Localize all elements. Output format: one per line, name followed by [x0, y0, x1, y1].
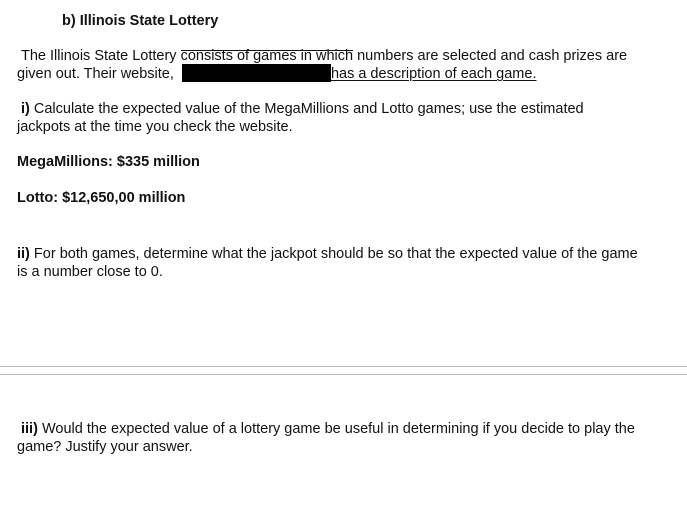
part-i-label: i)	[21, 101, 30, 117]
page-divider-top	[0, 366, 687, 367]
overlined-text: consists of games in which	[180, 48, 354, 64]
intro-line-2: given out. Their website, has a description of each game.	[17, 66, 537, 82]
page-divider-bottom	[0, 374, 687, 375]
part-ii-line-2: is a number close to 0.	[17, 264, 163, 280]
section-heading: b) Illinois State Lottery	[62, 13, 219, 29]
part-i-line-2: jackpots at the time you check the website.	[17, 119, 293, 135]
part-ii-label: ii)	[17, 246, 30, 262]
megamillions-jackpot: MegaMillions: $335 million	[17, 154, 200, 170]
part-iii-line-1: iii) Would the expected value of a lottery game be useful in determining if you decide to play the	[21, 421, 635, 437]
part-ii-line-1: ii) For both games, determine what the jackpot should be so that the expected value of the game	[17, 246, 638, 262]
part-iii-line-2: game? Justify your answer.	[17, 439, 193, 455]
part-iii-label: iii)	[21, 421, 38, 437]
redacted-website-url	[182, 64, 331, 82]
intro-line-1: The Illinois State Lottery consists of games in which numbers are selected and cash prizes are	[21, 48, 628, 64]
intro-line-2-suffix: has a description of each game.	[330, 66, 537, 82]
lotto-jackpot: Lotto: $12,650,00 million	[17, 190, 186, 206]
part-i-line-1: i) Calculate the expected value of the MegaMillions and Lotto games; use the estimated	[21, 101, 584, 117]
